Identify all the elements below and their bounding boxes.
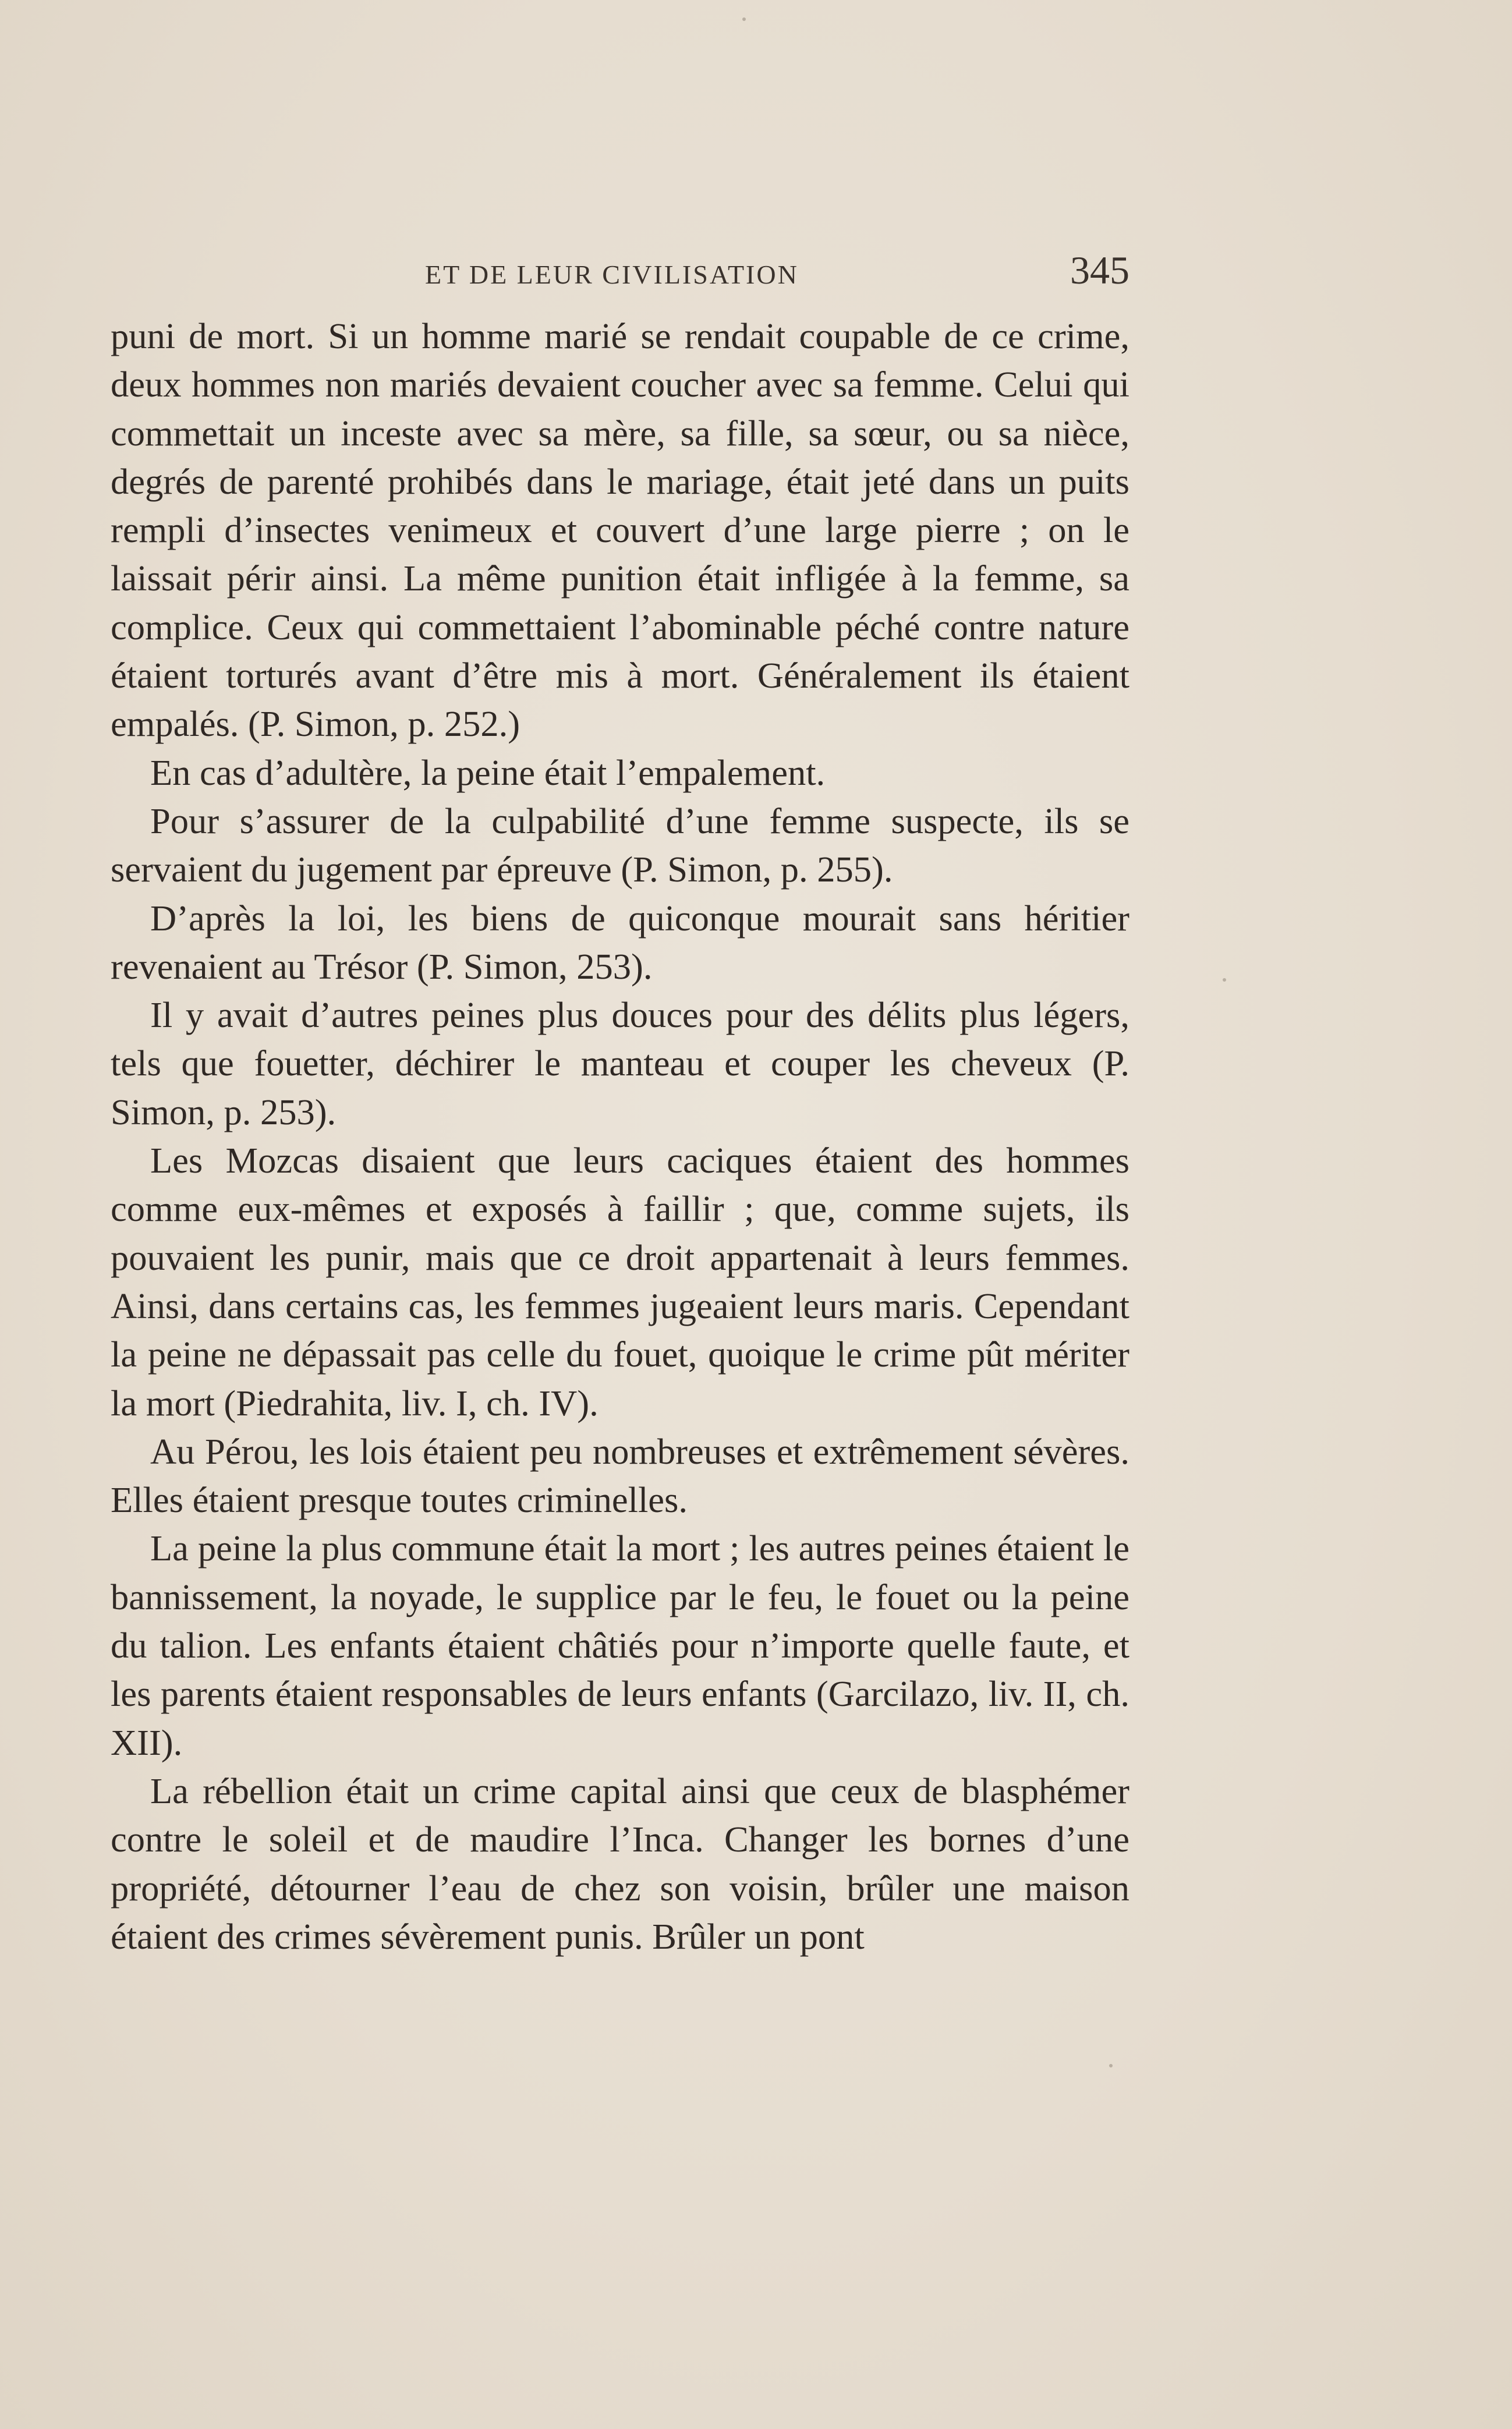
running-head: ET DE LEUR CIVILISATION xyxy=(425,260,799,289)
body-text xyxy=(111,312,1129,1961)
paragraph: La rébellion était un crime capital ainsi que ceux de blasphémer contre le soleil et de maudire l’Inca. Changer les bornes d’une propriété, détourner l’eau de chez son voisin, brûler une maison étaient des crimes sévèrement punis. Brûler un pont xyxy=(111,1770,1129,1957)
paragraph: La peine la plus commune était la mort ; les autres peines étaient le bannissement, la noyade, le supplice par le feu, le fouet ou la peine du talion. Les enfants étaient châtiés pour n’importe quelle faute, et les parents étaient responsables de leurs enfants (Garcilazo, liv. II, ch. XII). xyxy=(111,1528,1129,1763)
paragraph: En cas d’adultère, la peine était l’empalement. xyxy=(150,752,826,793)
paragraph: Il y avait d’autres peines plus douces pour des délits plus légers, tels que fouetter, déchirer le manteau et couper les cheveux (P. Simon, p. 253). xyxy=(111,994,1129,1132)
paragraph: D’après la loi, les biens de quiconque mourait sans héritier revenaient au Trésor (P. Simon, 253). xyxy=(111,897,1129,987)
paper-speck xyxy=(1109,2064,1113,2067)
paragraph-continued: puni de mort. Si un homme marié se rendait coupable de ce crime, deux hommes non mariés devaient coucher avec sa femme. Celui qui commettait un inceste avec sa mère, sa fille, sa sœur, ou sa nièce, degrés de parenté prohibés dans le mariage, était jeté dans un puits rempli d’insectes venimeux et couvert d’une large pierre ; on le laissait périr ainsi. La même punition était infligée à la femme, sa complice. Ceux qui commettaient l’abominable péché contre nature étaient torturés avant d’être mis à mort. Généralement ils étaient empalés. (P. Simon, p. 252.) xyxy=(111,316,1129,745)
paper-speck xyxy=(742,17,746,21)
page-header xyxy=(111,247,1129,300)
page-number: 345 xyxy=(1070,248,1129,292)
paragraph: Les Mozcas disaient que leurs caciques étaient des hommes comme eux-mêmes et exposés à faillir ; que, comme sujets, ils pouvaient les punir, mais que ce droit appartenait à leurs femmes. Ainsi, dans certains cas, les femmes jugeaient leurs maris. Cependant la peine ne dépassait pas celle du fouet, quoique le crime pût mériter la mort (Piedrahita, liv. I, ch. IV). xyxy=(111,1140,1129,1424)
paper-speck xyxy=(1223,978,1226,982)
paragraph: Pour s’assurer de la culpabilité d’une femme suspecte, ils se servaient du jugement par épreuve (P. Simon, p. 255). xyxy=(111,800,1129,890)
paragraph: Au Pérou, les lois étaient peu nombreuses et extrêmement sévères. Elles étaient presque toutes criminelles. xyxy=(111,1431,1129,1521)
